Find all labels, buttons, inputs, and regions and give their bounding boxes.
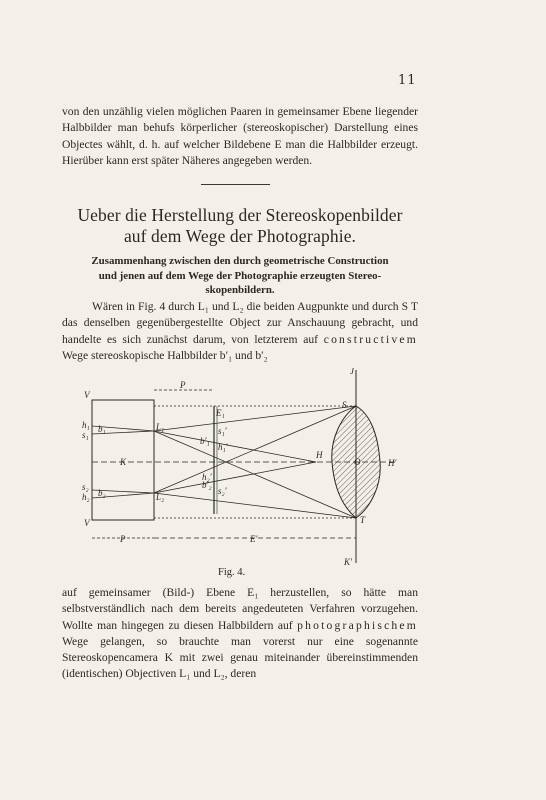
- ray-l1-h: [154, 431, 316, 462]
- label-k-prime: K′: [344, 557, 352, 567]
- label-b1: b₁: [98, 424, 106, 434]
- label-h1-prime: h₁′: [218, 442, 228, 452]
- paragraph-1: von den unzählig vielen möglichen Paaren in gemeinsamer Ebene liegender Halbbilder man behufs körperlicher (stereoskopischer) Darstellung eines Objectes wählt, d. h. auf welcher Bildebene E man die Halbbilder erzeugt. Hierüber kann erst später Näheres angegeben werden.: [62, 105, 418, 167]
- label-s2-prime: s₂′: [218, 486, 227, 496]
- figure-caption: Fig. 4.: [218, 567, 246, 578]
- ray-l1-s: [154, 406, 356, 431]
- label-l1: L₁: [156, 422, 165, 432]
- label-j: J: [350, 368, 354, 376]
- page-number: 11: [398, 73, 417, 88]
- label-b2: b₂: [98, 488, 106, 498]
- section-divider: [201, 184, 270, 185]
- subsection-heading: [62, 254, 418, 298]
- label-t: T: [360, 515, 366, 525]
- label-e-prime: E′: [250, 534, 258, 544]
- label-e1: E₁: [216, 408, 225, 418]
- label-l2: L₂: [156, 492, 165, 502]
- label-h2: h₂: [82, 492, 90, 502]
- label-b2-prime: b′₂: [202, 480, 212, 490]
- section-heading-line-2: auf dem Wege der Photographie.: [123, 226, 357, 246]
- section-heading: [62, 205, 418, 247]
- label-p-bottom: P: [120, 534, 126, 544]
- emphasized-word-photographischem: photographischem: [297, 618, 418, 632]
- section-heading-line-1: Ueber die Herstellung der Stereoskopenbilder: [77, 205, 403, 225]
- paragraph-3-part-1: auf gemeinsamer (Bild-) Ebene E₁ herzustellen, so hätte man selbstverständlich nach dem bereits angedeuteten Verfahren vorzugehen. Wollte man hingegen zu diesen Halbbildern auf: [62, 586, 418, 632]
- label-v-bottom: V: [84, 518, 90, 528]
- subsection-heading-line-1: Zusammenhang zwischen den durch geometrische Construction: [91, 255, 389, 267]
- label-h1: h₁: [82, 420, 90, 430]
- emphasized-word-constructivem: constructivem: [323, 332, 418, 346]
- subsection-heading-line-3: skopenbildern.: [205, 284, 275, 297]
- label-s2: s₂: [82, 482, 89, 492]
- label-h2-prime: h₂′: [202, 472, 212, 482]
- label-p-top: P: [180, 380, 186, 390]
- label-s1: s₁: [82, 430, 89, 440]
- ray-l2-h: [154, 462, 316, 493]
- paragraph-3-part-2: Wege gelangen, so brauchte man vorerst nur eine sogenannte Stereoskopencamera K mit zwei genau miteinander übereinstimmenden (identischen) Objectiven L₁ und L₂, deren: [62, 634, 418, 681]
- figure-4-diagram: [80, 368, 410, 568]
- paragraph-2-part-1: Wären in Fig. 4 durch L₁ und L₂ die beiden Augpunkte und durch S T das denselben gegenübergestellte Object zur Anschauung gebracht, und handelte es sich zunächst darum, von letzterem auf: [62, 300, 418, 346]
- label-b1-prime: b′₁: [200, 436, 210, 446]
- label-k: K: [120, 457, 127, 467]
- label-s: S: [342, 400, 347, 410]
- ray-l2-t: [154, 493, 356, 518]
- label-o: O: [354, 457, 361, 467]
- label-h: H: [316, 450, 323, 460]
- paragraph-2: [62, 299, 418, 364]
- label-s1-prime: s₁′: [218, 426, 227, 436]
- label-v-top: V: [84, 390, 90, 400]
- ray-l1-t: [154, 431, 356, 518]
- subsection-heading-line-2: und jenen auf dem Wege der Photographie erzeugten Stereo-: [98, 269, 382, 282]
- paragraph-2-part-2: Wege stereoskopische Halbbilder b′₁ und b′₂: [62, 348, 268, 362]
- paragraph-3: [62, 585, 418, 683]
- ray-l2-s: [154, 406, 356, 493]
- label-h-prime: H′: [388, 458, 397, 468]
